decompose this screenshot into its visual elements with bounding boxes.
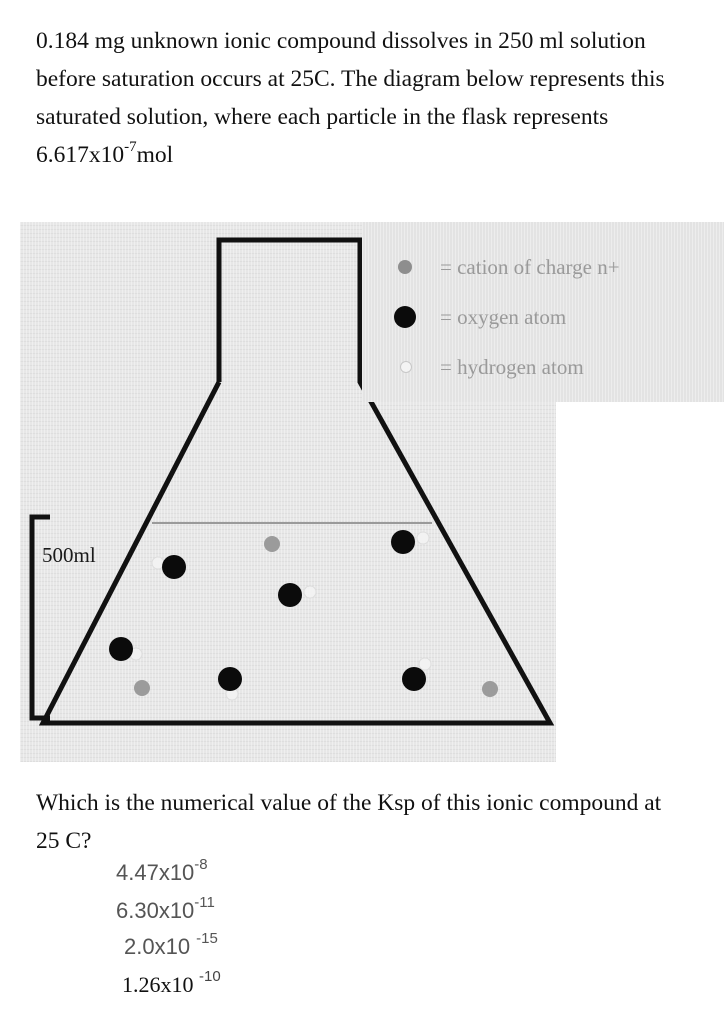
option-3-base: 2.0x10 [124,934,197,959]
option-1-base: 4.47x10 [116,860,195,885]
question-text: Which is the numerical value of the Ksp of this ionic compound at 25 C? [36,790,662,854]
oxygen-atom [391,530,415,554]
hydrogen-atom [304,586,316,598]
oxygen-atom [162,555,186,579]
answer-option-3[interactable] [124,930,218,960]
legend-cation-text: = cation of charge n+ [440,254,620,279]
cation-legend-dot [398,260,412,274]
option-2-base: 6.30x10 [116,898,195,923]
hydrogen-atom [417,532,429,544]
problem-statement [36,22,706,174]
oxygen-atom [278,583,302,607]
intro-unit: mol [136,142,174,168]
answer-option-2[interactable] [116,894,215,924]
legend-row-hydrogen [394,352,584,382]
legend-row-cation [394,252,620,282]
volume-label: 500ml [42,543,96,567]
answer-option-4[interactable] [122,968,221,998]
legend-row-oxygen [394,302,566,332]
option-2-exponent: -11 [194,894,215,911]
cation [264,536,280,552]
option-4-base: 1.26x10 [122,972,199,997]
legend-hydrogen-text: = hydrogen atom [440,354,584,379]
answer-option-1[interactable] [116,856,208,886]
oxygen-legend-dot [394,306,416,328]
oxygen-atom [218,667,242,691]
intro-text: 0.184 mg unknown ionic compound dissolves in 250 ml solution before saturation occurs at 25C. The diagram below represents this saturated solution, where each particle in the flask represents 6.617x10 [36,28,665,168]
hydrogen-atom [419,658,431,670]
option-1-exponent: -8 [194,856,208,873]
option-4-exponent: -10 [199,968,221,985]
option-3-exponent: -15 [196,930,218,947]
intro-exponent: -7 [124,139,137,155]
cation [134,680,150,696]
oxygen-atom [402,667,426,691]
hydrogen-legend-dot [400,361,412,373]
legend [362,222,724,402]
legend-oxygen-text: = oxygen atom [440,304,567,329]
oxygen-atom [109,637,133,661]
cation [482,681,498,697]
